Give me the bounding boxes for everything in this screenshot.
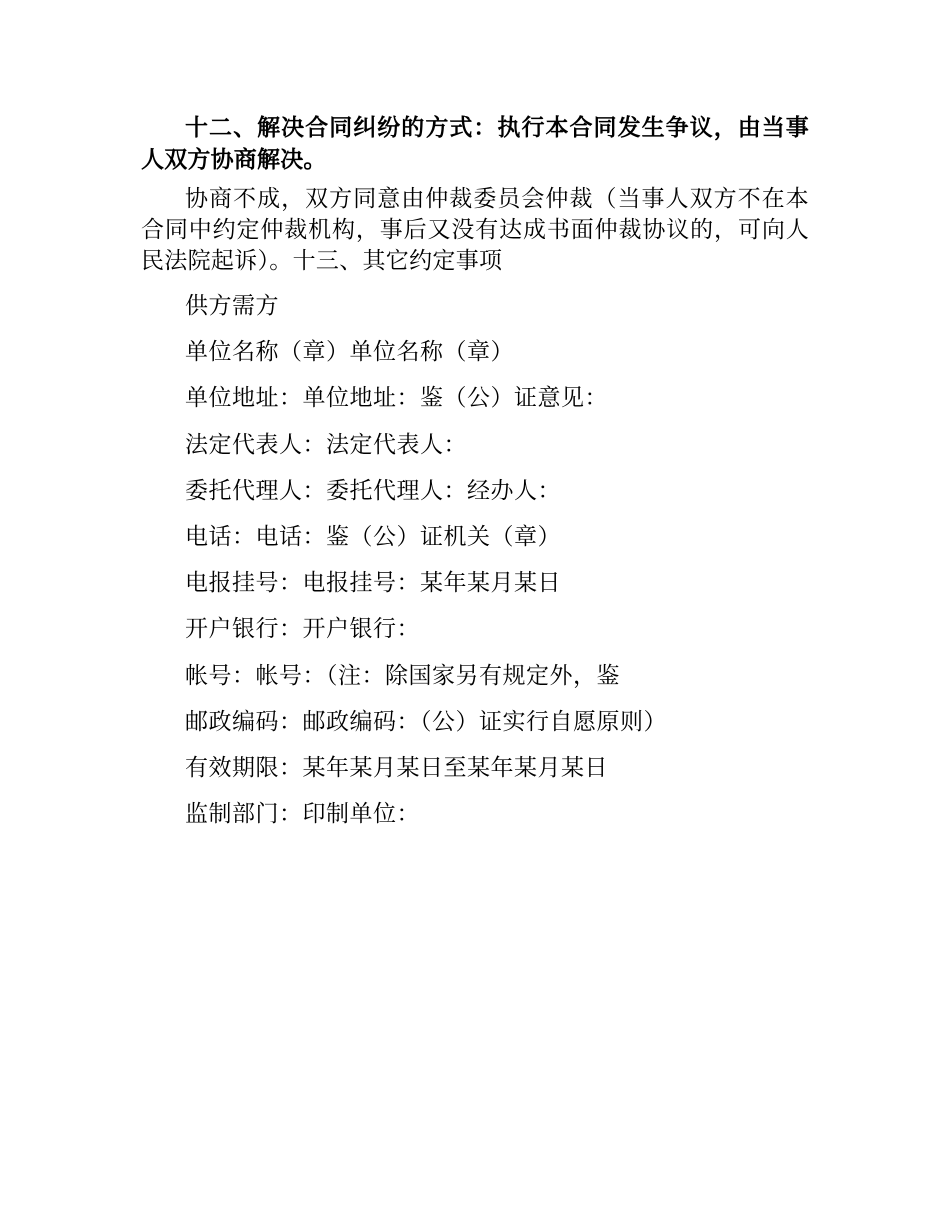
telegraph-line: 电报挂号：电报挂号：某年某月某日: [185, 570, 561, 597]
bank-line: 开户银行：开户银行：: [185, 616, 420, 643]
supervising-department-line: 监制部门：印制单位：: [185, 801, 420, 828]
validity-period-line: 有效期限：某年某月某日至某年某月某日: [185, 755, 608, 782]
postal-code-line: 邮政编码：邮政编码：（公）证实行自愿原则）: [185, 708, 667, 735]
authorized-agent-line: 委托代理人：委托代理人：经办人：: [185, 477, 561, 504]
parties-line: 供方需方: [185, 293, 279, 319]
arbitration-paragraph: 协商不成，双方同意由仲裁委员会仲裁（当事人双方不在本合同中约定仲裁机构，事后又没有达成书面仲裁协议的，可向人民法院起诉）。十三、其它约定事项: [141, 186, 809, 274]
telephone-line: 电话：电话：鉴（公）证机关（章）: [185, 524, 561, 551]
document-body: [141, 112, 809, 837]
unit-name-line: 单位名称（章）单位名称（章）: [185, 339, 514, 366]
signature-block: [141, 283, 809, 837]
unit-address-line: 单位地址：单位地址：鉴（公）证意见：: [185, 385, 608, 412]
section-heading: 十二、解决合同纠纷的方式：执行本合同发生争议，由当事人双方协商解决。: [141, 114, 809, 173]
legal-representative-line: 法定代表人：法定代表人：: [185, 431, 467, 458]
account-line: 帐号：帐号：（注：除国家另有规定外，鉴: [185, 662, 620, 689]
